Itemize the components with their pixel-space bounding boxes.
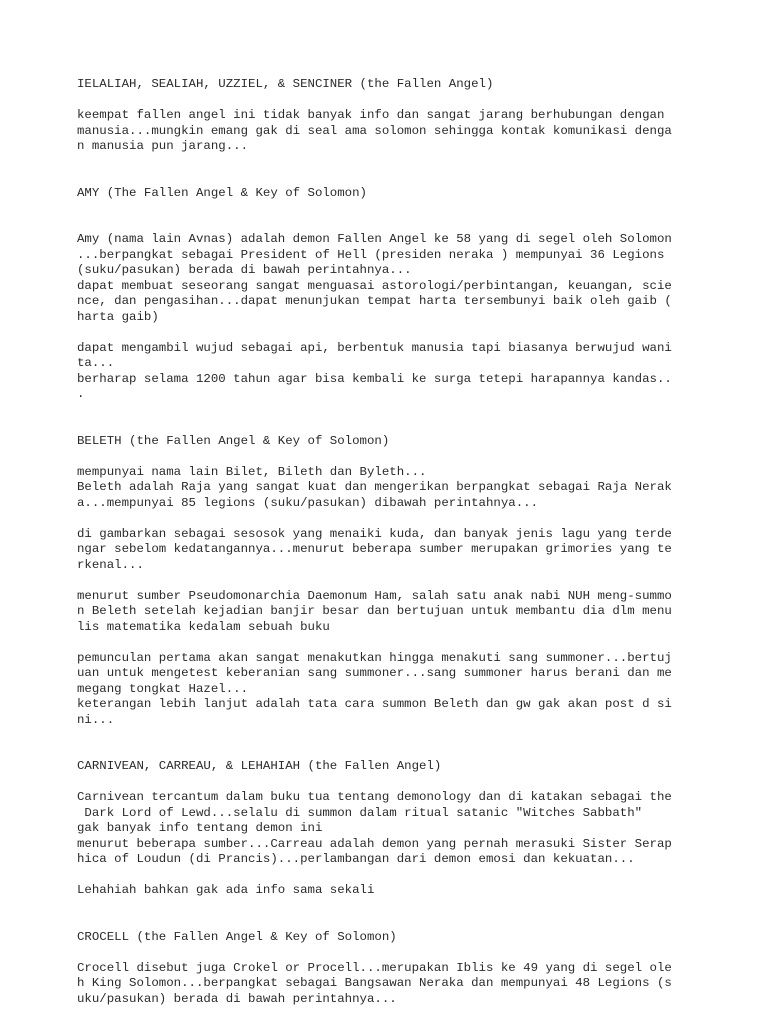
- text-line: keempat fallen angel ini tidak banyak info dan sangat jarang berhubungan dengan: [77, 108, 665, 122]
- text-line: Crocell disebut juga Crokel or Procell...merupakan Iblis ke 49 yang di segel ole: [77, 960, 672, 975]
- section-heading: CROCELL (the Fallen Angel & Key of Solomon): [77, 929, 397, 944]
- text-line: uku/pasukan) berada di bawah perintahnya...: [77, 991, 397, 1006]
- text-line: n Beleth setelah kejadian banjir besar dan bertujuan untuk membantu dia dlm menu: [77, 604, 672, 618]
- text-line: ta...: [77, 356, 115, 370]
- section-heading: CARNIVEAN, CARREAU, & LEHAHIAH (the Fallen Angel): [77, 759, 442, 773]
- text-line: Amy (nama lain Avnas) adalah demon Fallen Angel ke 58 yang di segel oleh Solomon: [77, 232, 672, 246]
- text-line: dapat mengambil wujud sebagai api, berbentuk manusia tapi biasanya berwujud wani: [77, 340, 672, 355]
- text-line: nce, dan pengasihan...dapat menunjukan tempat harta tersembunyi baik oleh gaib (: [77, 294, 672, 308]
- text-line: Carnivean tercantum dalam buku tua tentang demonology dan di katakan sebagai the: [77, 790, 672, 804]
- text-line: dapat membuat seseorang sangat menguasai astorologi/perbintangan, keuangan, scie: [77, 278, 672, 293]
- text-line: harta gaib): [77, 309, 159, 324]
- text-line: berharap selama 1200 tahun agar bisa kembali ke surga tetepi harapannya kandas..: [77, 371, 672, 386]
- text-line: di gambarkan sebagai sesosok yang menaiki kuda, dan banyak jenis lagu yang terde: [77, 526, 672, 541]
- text-line: mempunyai nama lain Bilet, Bileth dan Byleth...: [77, 464, 427, 479]
- document-page: [77, 77, 697, 1007]
- text-line: a...mempunyai 85 legions (suku/pasukan) dibawah perintahnya...: [77, 495, 539, 510]
- text-line: .: [77, 387, 85, 401]
- text-line: lis matematika kedalam sebuah buku: [77, 619, 330, 634]
- text-line: hica of Loudun (di Prancis)...perlambangan dari demon emosi dan kekuatan...: [77, 852, 635, 866]
- text-line: Dark Lord of Lewd...selalu di summon dalam ritual satanic "Witches Sabbath": [77, 805, 643, 820]
- text-line: Lehahiah bahkan gak ada info sama sekali: [77, 883, 375, 897]
- section-heading: IELALIAH, SEALIAH, UZZIEL, & SENCINER (the Fallen Angel): [77, 77, 494, 91]
- section-heading: AMY (The Fallen Angel & Key of Solomon): [77, 185, 367, 200]
- text-line: (suku/pasukan) berada di bawah perintahnya...: [77, 263, 412, 277]
- text-line: rkenal...: [77, 557, 144, 572]
- text-line: menurut beberapa sumber...Carreau adalah demon yang pernah merasuki Sister Serap: [77, 836, 672, 851]
- text-line: ngar sebelom kedatangannya...menurut beberapa sumber merupakan grimories yang te: [77, 542, 672, 556]
- section-heading: BELETH (the Fallen Angel & Key of Solomon): [77, 433, 390, 448]
- text-line: ni...: [77, 712, 115, 727]
- text-line: pemunculan pertama akan sangat menakutkan hingga menakuti sang summoner...bertuj: [77, 650, 672, 665]
- text-line: megang tongkat Hazel...: [77, 681, 249, 696]
- text-line: Beleth adalah Raja yang sangat kuat dan mengerikan berpangkat sebagai Raja Nerak: [77, 480, 672, 494]
- text-line: ...berpangkat sebagai President of Hell (presiden neraka ) mempunyai 36 Legions: [77, 247, 665, 262]
- text-line: h King Solomon...berpangkat sebagai Bangsawan Neraka dan mempunyai 48 Legions (s: [77, 976, 672, 990]
- text-line: uan untuk mengetest keberanian sang summoner...sang summoner harus berani dan me: [77, 666, 672, 680]
- text-line: gak banyak info tentang demon ini: [77, 821, 323, 835]
- text-line: n manusia pun jarang...: [77, 139, 249, 153]
- text-line: manusia...mungkin emang gak di seal ama solomon sehingga kontak komunikasi denga: [77, 123, 672, 138]
- text-line: menurut sumber Pseudomonarchia Daemonum Ham, salah satu anak nabi NUH meng-summo: [77, 588, 672, 603]
- text-line: keterangan lebih lanjut adalah tata cara summon Beleth dan gw gak akan post d si: [77, 697, 672, 711]
